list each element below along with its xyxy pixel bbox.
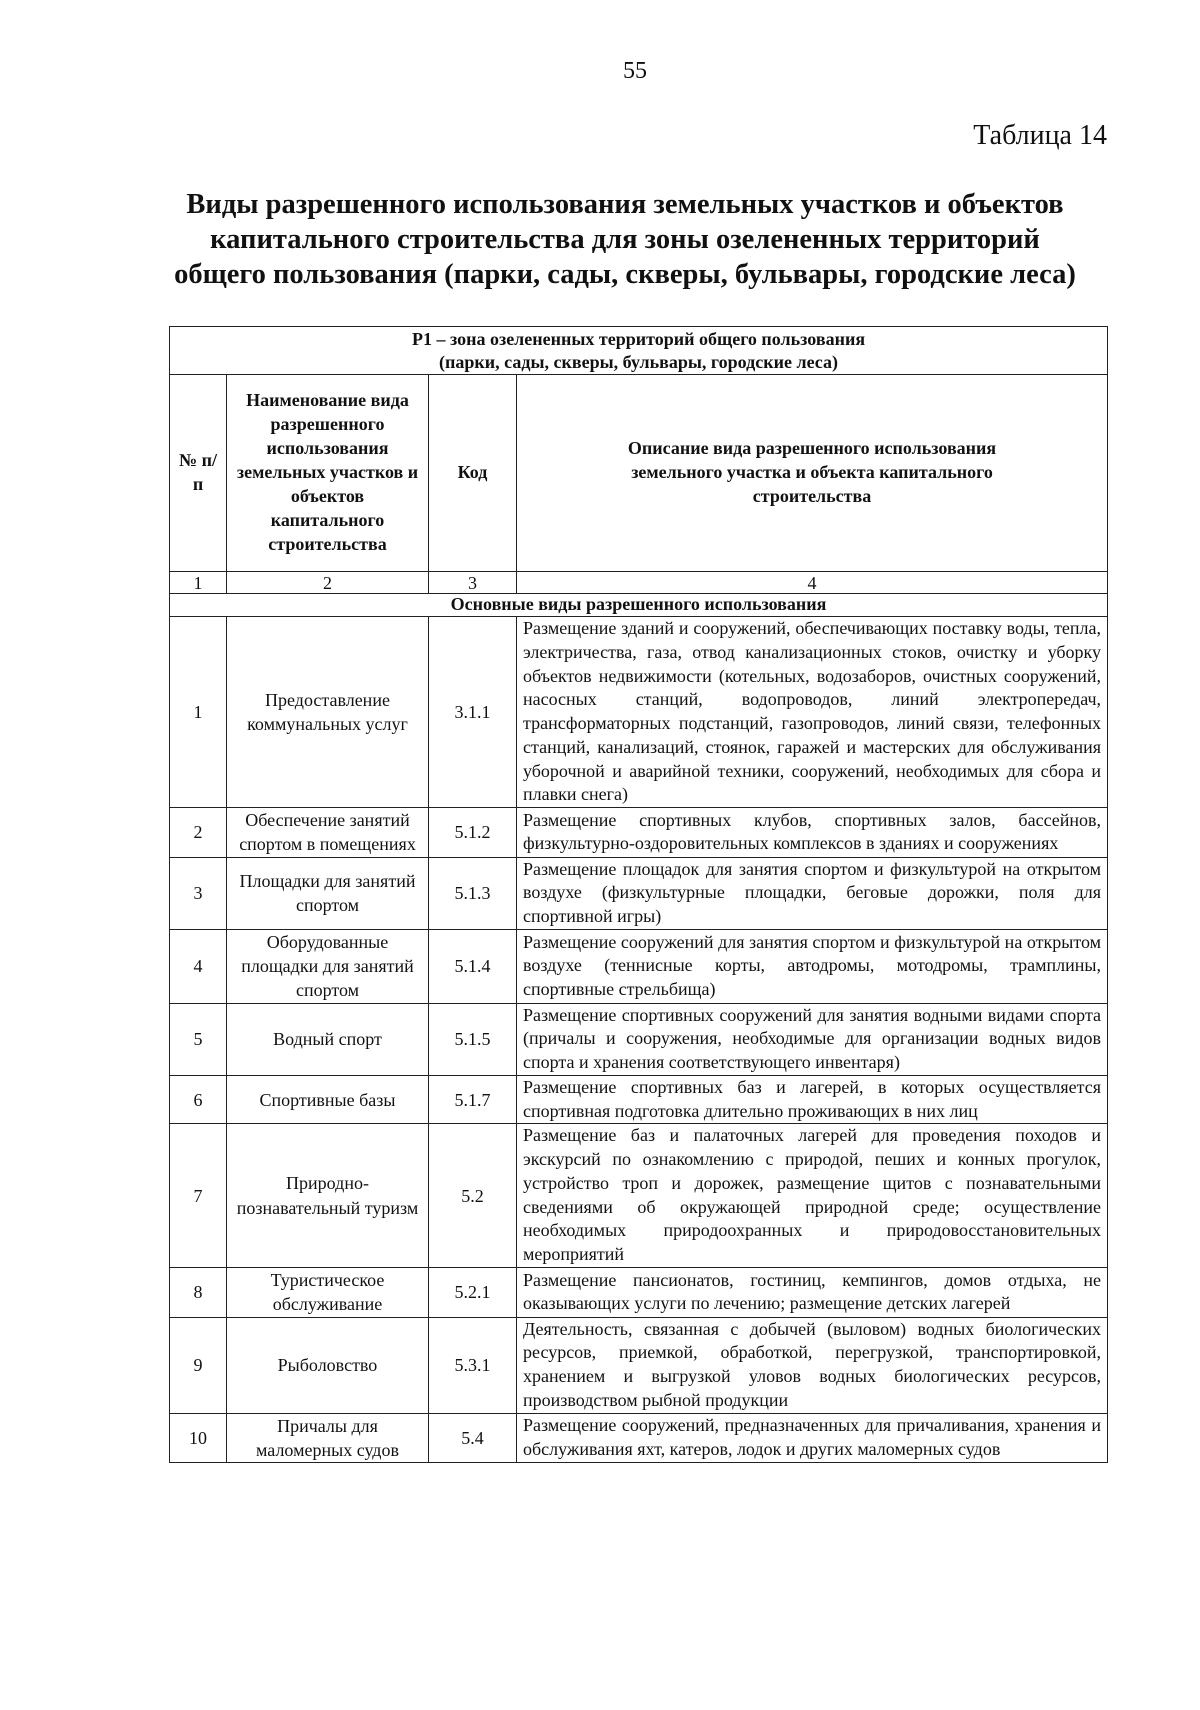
table-row [170, 1267, 1108, 1317]
table-row [170, 1003, 1108, 1075]
table-row [170, 929, 1108, 1003]
row-number: 2 [170, 808, 227, 858]
column-number: 3 [429, 572, 517, 594]
table-row [170, 1075, 1108, 1124]
row-description: Размещение зданий и сооружений, обеспечивающих поставку воды, тепла, электричества, газа, отвод канализационных стоков, очистку и уборку объектов недвижимости (котельных, водозаборов, очистных сооружений, насосных станций, водопроводов, линий электропередач, трансформаторных подстанций, газопроводов, линий связи, телефонных станций, канализаций, стоянок, гаражей и мастерских для обслуживания уборочной и аварийной техники, сооружений, необходимых для сбора и плавки снега) [517, 617, 1108, 808]
row-number: 10 [170, 1413, 227, 1463]
row-code: 5.1.5 [429, 1003, 517, 1075]
row-name: Предоставление коммунальных услуг [227, 617, 429, 808]
table-row [170, 1317, 1108, 1413]
column-number: 4 [517, 572, 1108, 594]
table-row [170, 617, 1108, 808]
row-code: 5.2.1 [429, 1267, 517, 1317]
row-code: 5.2 [429, 1124, 517, 1268]
row-description: Размещение спортивных клубов, спортивных залов, бассейнов, физкультурно-оздоровительных комплексов в зданиях и сооружениях [517, 808, 1108, 858]
row-number: 9 [170, 1317, 227, 1413]
document-title [150, 187, 1100, 292]
row-name: Спортивные базы [227, 1075, 429, 1124]
row-code: 5.3.1 [429, 1317, 517, 1413]
row-name: Водный спорт [227, 1003, 429, 1075]
row-number: 7 [170, 1124, 227, 1268]
table-row [170, 857, 1108, 929]
table-row [170, 808, 1108, 858]
column-header-row [170, 375, 1108, 572]
section-header-row [170, 594, 1108, 617]
table-row [170, 1124, 1108, 1268]
row-number: 5 [170, 1003, 227, 1075]
page-number: 55 [623, 58, 647, 84]
row-code: 5.1.3 [429, 857, 517, 929]
row-code: 5.1.4 [429, 929, 517, 1003]
row-description: Размещение спортивных баз и лагерей, в которых осуществляется спортивная подготовка длительно проживающих в них лиц [517, 1075, 1108, 1124]
row-number: 6 [170, 1075, 227, 1124]
zone-header [170, 327, 1108, 375]
row-name: Причалы для маломерных судов [227, 1413, 429, 1463]
row-name: Рыболовство [227, 1317, 429, 1413]
row-code: 3.1.1 [429, 617, 517, 808]
row-code: 5.4 [429, 1413, 517, 1463]
row-description: Размещение спортивных сооружений для занятия водными видами спорта (причалы и сооружения, необходимые для организации водных видов спорта и хранения соответствующего инвентаря) [517, 1003, 1108, 1075]
title-line: Виды разрешенного использования земельных участков и объектов [186, 189, 1064, 220]
column-number-row [170, 572, 1108, 594]
row-description: Размещение площадок для занятия спортом и физкультурой на открытом воздухе (физкультурные площадки, беговые дорожки, поля для спортивной игры) [517, 857, 1108, 929]
row-name: Обеспечение занятий спортом в помещениях [227, 808, 429, 858]
row-code: 5.1.7 [429, 1075, 517, 1124]
row-description: Размещение сооружений для занятия спортом и физкультурой на открытом воздухе (теннисные корты, автодромы, мотодромы, трамплины, спортивные стрельбища) [517, 929, 1108, 1003]
table-label: Таблица 14 [973, 120, 1107, 151]
column-header-name: Наименование вида разрешенного использования земельных участков и объектов капитального строительства [227, 375, 429, 572]
row-description: Размещение пансионатов, гостиниц, кемпингов, домов отдыха, не оказывающих услуги по лечению; размещение детских лагерей [517, 1267, 1108, 1317]
column-header-desc: Описание вида разрешенного использования земельного участка и объекта капитального строительства [517, 375, 1108, 572]
column-header-code: Код [429, 375, 517, 572]
row-description: Деятельность, связанная с добычей (выловом) водных биологических ресурсов, приемкой, обработкой, перегрузкой, транспортировкой, хранением и выгрузкой уловов водных биологических ресурсов, производством рыбной продукции [517, 1317, 1108, 1413]
row-number: 3 [170, 857, 227, 929]
row-name: Площадки для занятий спортом [227, 857, 429, 929]
title-line: общего пользования (парки, сады, скверы, бульвары, городские леса) [174, 259, 1076, 291]
land-use-table [169, 326, 1108, 1463]
zone-header-line: Р1 – зона озелененных территорий общего пользования [411, 329, 866, 349]
table-row [170, 1413, 1108, 1463]
row-code: 5.1.2 [429, 808, 517, 858]
zone-header-row [170, 327, 1108, 375]
zone-header-line: (парки, сады, скверы, бульвары, городские леса) [439, 351, 838, 372]
column-number: 1 [170, 572, 227, 594]
row-number: 8 [170, 1267, 227, 1317]
table-body [170, 327, 1108, 1463]
title-line: капитального строительства для зоны озелененных территорий [210, 224, 1040, 256]
column-header-num: № п/п [170, 375, 227, 572]
section-title: Основные виды разрешенного использования [170, 594, 1108, 617]
row-number: 4 [170, 929, 227, 1003]
row-description: Размещение баз и палаточных лагерей для проведения походов и экскурсий по ознакомлению с природой, пеших и конных прогулок, устройство троп и дорожек, размещение щитов с познавательными сведениями об окружающей природной среде; осуществление необходимых природоохранных и природовосстановительных мероприятий [517, 1124, 1108, 1268]
row-name: Туристическое обслуживание [227, 1267, 429, 1317]
row-name: Оборудованные площадки для занятий спортом [227, 929, 429, 1003]
row-name: Природно-познавательный туризм [227, 1124, 429, 1268]
row-number: 1 [170, 617, 227, 808]
row-description: Размещение сооружений, предназначенных для причаливания, хранения и обслуживания яхт, катеров, лодок и других маломерных судов [517, 1413, 1108, 1463]
column-number: 2 [227, 572, 429, 594]
